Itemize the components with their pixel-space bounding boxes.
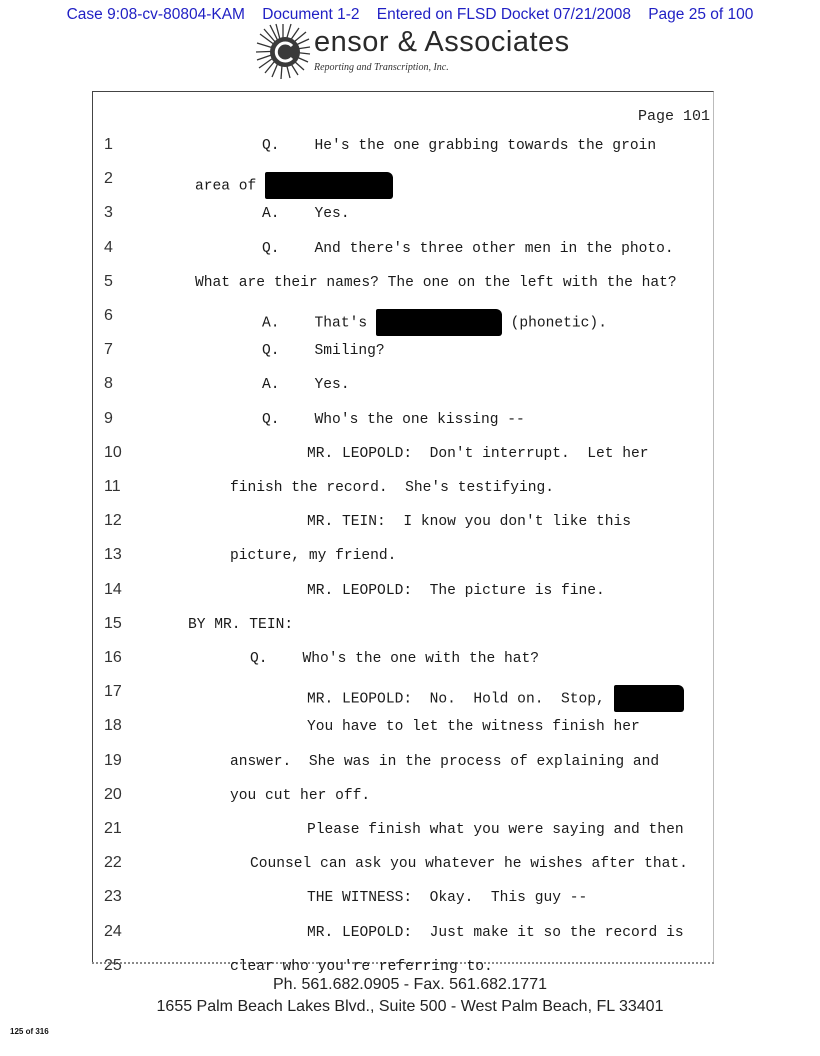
line-number: 16: [104, 649, 122, 666]
line-text: [307, 719, 640, 735]
line-number: 15: [104, 614, 122, 632]
line-text-content: you cut her off.: [230, 787, 371, 804]
page-stamp: 125 of 316: [10, 1027, 49, 1036]
line-number: 20: [104, 785, 122, 803]
line-number: 17: [104, 683, 122, 701]
line-text-content: Q. Smiling?: [262, 343, 385, 360]
line-text-content: area of: [195, 178, 266, 195]
line-text: [195, 172, 393, 199]
line-number: 22: [104, 854, 122, 872]
line-text-content: THE WITNESS: Okay. This guy --: [307, 890, 588, 907]
line-number: 7: [104, 341, 113, 359]
line-number: 10: [104, 443, 122, 461]
line-text-after-redaction: (phonetic).: [501, 315, 607, 332]
line-number: 14: [104, 580, 122, 598]
line-text: [230, 548, 396, 564]
line-number: 2: [104, 170, 113, 188]
line-text: [307, 890, 587, 906]
transcript-line: [0, 816, 820, 850]
line-text: [230, 754, 659, 770]
line-number: 4: [104, 238, 113, 256]
transcript-line: [0, 611, 820, 645]
line-text: [195, 275, 677, 291]
line-text-content: picture, my friend.: [230, 548, 397, 565]
line-text-content: A. Yes.: [262, 206, 350, 223]
line-text-content: Counsel can ask you whatever he wishes after that.: [250, 856, 688, 873]
case-number: Case 9:08-cv-80804-KAM: [66, 6, 245, 23]
docket-entry: Entered on FLSD Docket 07/21/2008: [376, 6, 631, 23]
line-number: 8: [104, 375, 113, 393]
company-logo: [254, 22, 584, 84]
line-number: 21: [104, 820, 122, 837]
line-text: [262, 241, 674, 257]
footer-address: 1655 Palm Beach Lakes Blvd., Suite 500 - West Palm Beach, FL 33401: [156, 998, 664, 1015]
transcript-line: [0, 166, 820, 200]
redaction-block: [376, 309, 502, 336]
line-text-content: MR. LEOPOLD: Don't interrupt. Let her: [307, 445, 649, 462]
line-text-content: BY MR. TEIN:: [188, 616, 294, 633]
line-text-content: Please finish what you were saying and then: [307, 822, 684, 838]
transcript-page-number: Page 101: [637, 108, 710, 125]
line-text: [307, 583, 605, 599]
line-number: 13: [104, 546, 122, 564]
sunburst-logo-icon: [254, 22, 312, 80]
line-text: [307, 925, 684, 941]
line-text: [307, 822, 684, 838]
transcript-line: [0, 508, 820, 542]
line-text: [188, 617, 293, 633]
redaction-block: [614, 685, 684, 712]
line-text-content: finish the record. She's testifying.: [230, 480, 555, 496]
line-number: 11: [104, 478, 121, 495]
line-text: [262, 412, 525, 428]
transcript-line: [0, 645, 820, 679]
footer-phone-fax: Ph. 561.682.0905 - Fax. 561.682.1771: [273, 976, 547, 993]
line-text: [250, 651, 539, 667]
company-name: ensor & Associates: [314, 26, 570, 58]
line-number: 3: [104, 204, 113, 222]
transcript-line: [0, 679, 820, 713]
transcript-line: [0, 748, 820, 782]
transcript-line: [0, 337, 820, 371]
transcript-line: [0, 269, 820, 303]
line-text: [307, 685, 684, 712]
line-number: 24: [104, 922, 122, 940]
line-number: 12: [104, 512, 122, 530]
line-text-content: A. Yes.: [262, 377, 350, 394]
company-tagline: Reporting and Transcription, Inc.: [314, 62, 449, 73]
transcript-line: [0, 303, 820, 337]
transcript-line: [0, 577, 820, 611]
line-number: 6: [104, 307, 113, 324]
line-text-content: answer. She was in the process of explaining and: [230, 753, 660, 770]
line-text-content: You have to let the witness finish her: [307, 719, 640, 736]
line-text-content: Q. And there's three other men in the photo.: [262, 240, 674, 257]
transcript-line: [0, 884, 820, 918]
line-number: 25: [104, 956, 122, 974]
transcript-line: [0, 200, 820, 234]
line-text: [307, 446, 649, 462]
transcript-line: [0, 474, 820, 508]
transcript-line: [0, 919, 820, 953]
line-text-content: MR. LEOPOLD: Just make it so the record is: [307, 924, 684, 941]
line-number: 23: [104, 888, 122, 906]
line-text-content: A. That's: [262, 315, 376, 332]
line-text-content: MR. TEIN: I know you don't like this: [307, 514, 632, 531]
transcript-line: [0, 132, 820, 166]
page-of-total: Page 25 of 100: [648, 6, 754, 23]
document-number: Document 1-2: [262, 6, 360, 23]
transcript-line: [0, 406, 820, 440]
transcript-line: [0, 440, 820, 474]
line-number: 5: [104, 272, 113, 290]
transcript-line: [0, 235, 820, 269]
line-number: 19: [104, 751, 122, 769]
line-text: [230, 788, 370, 804]
line-text: [262, 377, 350, 393]
redaction-block: [265, 172, 393, 199]
line-text: [307, 514, 631, 530]
transcript-line: [0, 850, 820, 884]
line-number: 1: [104, 136, 113, 153]
transcript-line: [0, 371, 820, 405]
line-text: [262, 343, 385, 359]
line-text: [262, 138, 656, 154]
line-text: [230, 959, 493, 975]
line-text-content: MR. LEOPOLD: The picture is fine.: [307, 582, 605, 599]
transcript-line: [0, 542, 820, 576]
line-text-content: MR. LEOPOLD: No. Hold on. Stop,: [307, 691, 614, 708]
line-text-content: Q. He's the one grabbing towards the groin: [262, 138, 657, 154]
transcript-line: [0, 713, 820, 747]
line-text: [262, 206, 350, 222]
line-number: 9: [104, 409, 113, 427]
transcript-line: [0, 782, 820, 816]
line-number: 18: [104, 717, 122, 735]
line-text-content: Q. Who's the one kissing --: [262, 411, 525, 428]
line-text: [262, 309, 607, 336]
line-text-content: clear who you're referring to.: [230, 958, 493, 975]
line-text-content: Q. Who's the one with the hat?: [250, 651, 540, 667]
line-text: [230, 480, 554, 496]
line-text: [250, 856, 688, 872]
line-text-content: What are their names? The one on the left with the hat?: [195, 274, 677, 291]
